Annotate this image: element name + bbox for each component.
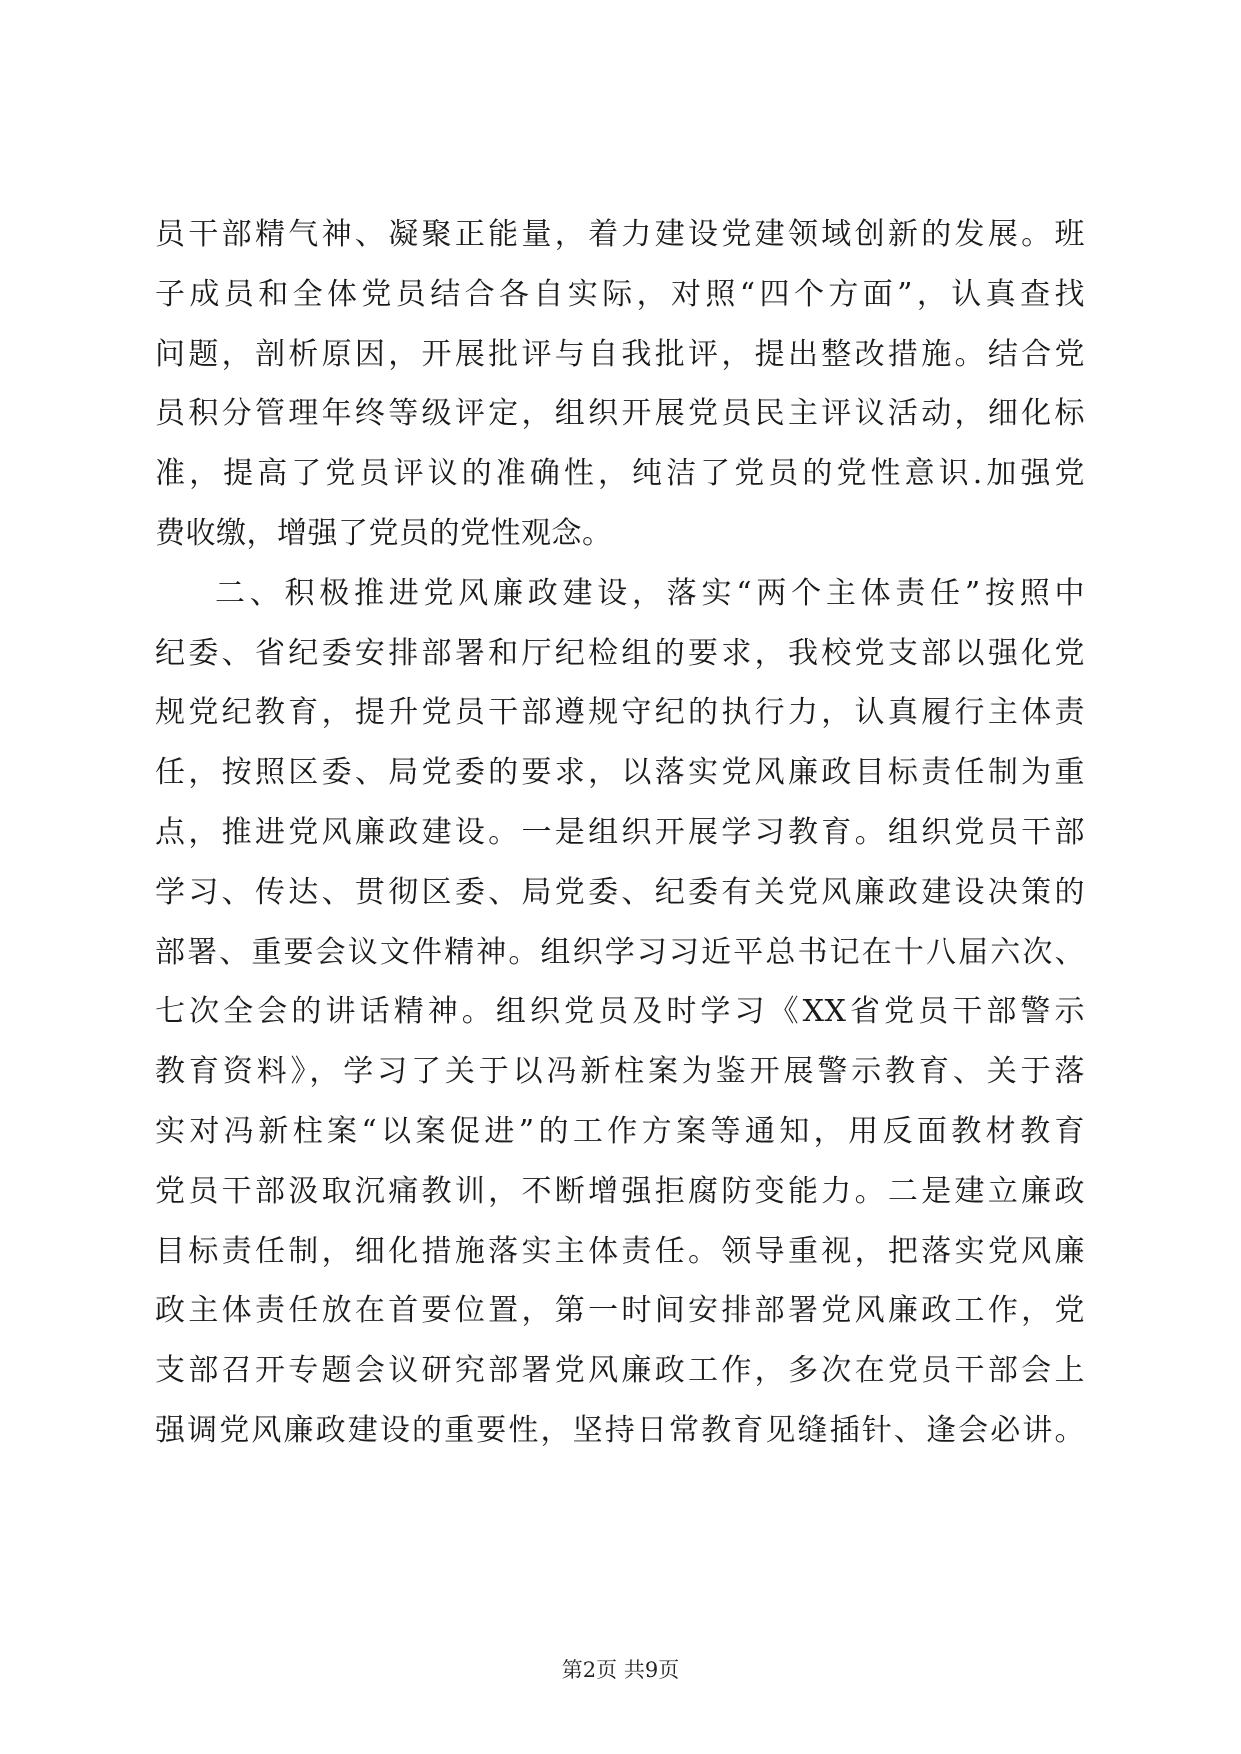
text-line: 子成员和全体党员结合各自实际，对照“四个方面”，认真查找 bbox=[155, 276, 1085, 312]
text-line: 政主体责任放在首要位置，第一时间安排部署党风廉政工作，党 bbox=[155, 1293, 1085, 1329]
text-line: 问题，剖析原因，开展批评与自我批评，提出整改措施。结合党 bbox=[155, 336, 1085, 372]
text-line: 教育资料》，学习了关于以冯新柱案为鉴开展警示教育、关于落 bbox=[155, 1054, 1085, 1090]
text-line: 员干部精气神、凝聚正能量，着力建设党建领域创新的发展。班 bbox=[155, 217, 1085, 252]
text-line: 部署、重要会议文件精神。组织学习习近平总书记在十八届六次、 bbox=[155, 934, 1085, 970]
text-line: 七次全会的讲话精神。组织党员及时学习《XX省党员干部警示 bbox=[155, 994, 1085, 1030]
text-line: 目标责任制，细化措施落实主体责任。领导重视，把落实党风廉 bbox=[155, 1233, 1085, 1269]
text-line: 准，提高了党员评议的准确性，纯洁了党员的党性意识.加强党 bbox=[155, 456, 1085, 492]
text-line: 学习、传达、贯彻区委、局党委、纪委有关党风廉政建设决策的 bbox=[155, 874, 1085, 910]
paragraph-2 bbox=[155, 564, 1085, 1461]
document-body bbox=[155, 205, 1085, 1461]
text-line: 点，推进党风廉政建设。一是组织开展学习教育。组织党员干部 bbox=[155, 814, 1085, 850]
text-line: 员积分管理年终等级评定，组织开展党员民主评议活动，细化标 bbox=[155, 396, 1085, 432]
page-number-footer: 第2页 共9页 bbox=[561, 1658, 680, 1682]
text-line: 费收缴，增强了党员的党性观念。 bbox=[155, 515, 613, 551]
text-line: 二、积极推进党风廉政建设，落实“两个主体责任”按照中 bbox=[215, 575, 1085, 611]
paragraph-1 bbox=[155, 205, 1085, 564]
text-line: 纪委、省纪委安排部署和厅纪检组的要求，我校党支部以强化党 bbox=[155, 635, 1085, 671]
text-line: 规党纪教育，提升党员干部遵规守纪的执行力，认真履行主体责 bbox=[155, 695, 1085, 731]
text-line: 强调党风廉政建设的重要性，坚持日常教育见缝插针、逢会必讲。 bbox=[155, 1412, 1085, 1448]
text-line: 任，按照区委、局党委的要求，以落实党风廉政目标责任制为重 bbox=[155, 755, 1085, 791]
text-line: 实对冯新柱案“以案促进”的工作方案等通知，用反面教材教育 bbox=[155, 1113, 1085, 1149]
text-line: 党员干部汲取沉痛教训，不断增强拒腐防变能力。二是建立廉政 bbox=[155, 1173, 1085, 1209]
text-line: 支部召开专题会议研究部署党风廉政工作，多次在党员干部会上 bbox=[155, 1353, 1085, 1389]
